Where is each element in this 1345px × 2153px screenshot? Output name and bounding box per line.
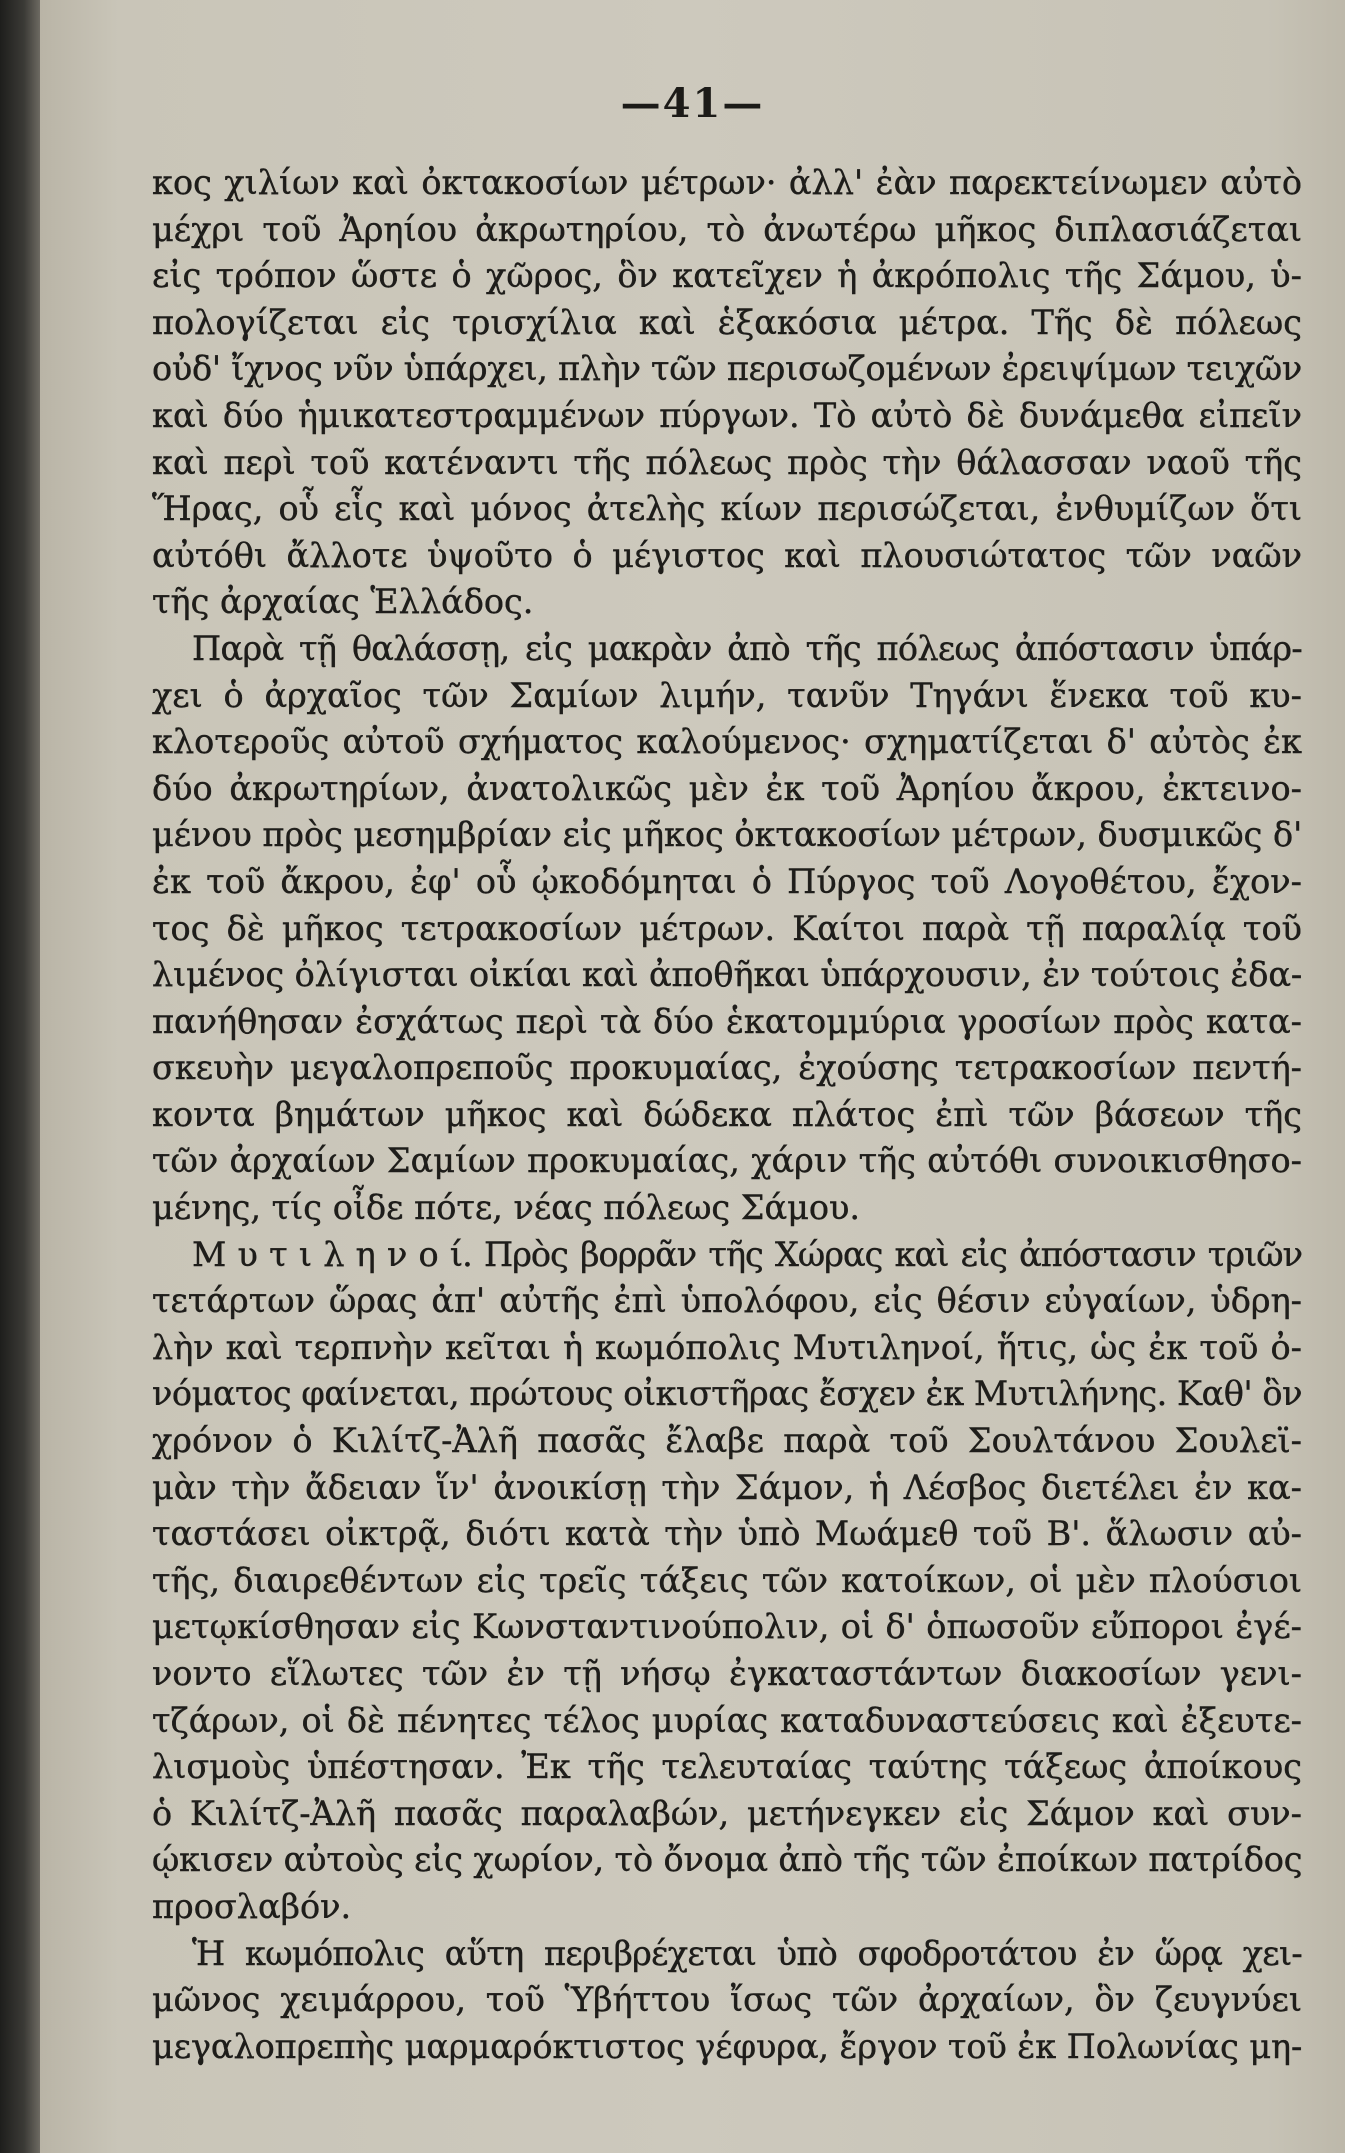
page-number: —41— — [620, 80, 765, 127]
text-line: τῆς ἀρχαίας Ἑλλάδος. — [152, 582, 534, 622]
book-spine-shadow — [0, 0, 40, 2153]
text-line: ὁ Κιλίτζ-Ἀλῆ πασᾶς παραλαβών, μετήνεγκεν εἰς Σάμον καὶ συν- — [152, 1793, 1302, 1833]
text-line: πολογίζεται εἰς τρισχίλια καὶ ἑξακόσια μέτρα. Τῆς δὲ πόλεως — [152, 302, 1302, 342]
text-line: καὶ δύο ἡμικατεστραμμένων πύργων. Τὸ αὐτὸ δὲ δυνάμεθα εἰπεῖν — [152, 395, 1302, 435]
text-line: καὶ περὶ τοῦ κατέναντι τῆς πόλεως πρὸς τὴν θάλασσαν ναοῦ τῆς — [152, 442, 1302, 482]
text-line: αὐτόθι ἄλλοτε ὑψοῦτο ὁ μέγιστος καὶ πλουσιώτατος τῶν ναῶν — [152, 535, 1302, 575]
text-line: οὐδ' ἴχνος νῦν ὑπάρχει, πλὴν τῶν περισωζομένων ἐρειψίμων τειχῶν — [152, 349, 1302, 389]
text-line: μένης, τίς οἶδε πότε, νέας πόλεως Σάμου. — [152, 1188, 861, 1228]
text-line: μετῳκίσθησαν εἰς Κωνσταντινούπολιν, οἱ δ' ὁπωσοῦν εὔποροι ἐγέ- — [152, 1607, 1302, 1647]
text-line: πανήθησαν ἐσχάτως περὶ τὰ δύο ἑκατομμύρια γροσίων πρὸς κατα- — [152, 1001, 1302, 1041]
body-text — [152, 160, 1302, 2070]
text-line: τος δὲ μῆκος τετρακοσίων μέτρων. Καίτοι παρὰ τῇ παραλίᾳ τοῦ — [152, 908, 1302, 948]
text-line: νόματος φαίνεται, πρώτους οἰκιστῆρας ἔσχεν ἐκ Μυτιλήνης. Καθ' ὃν — [152, 1374, 1303, 1414]
text-line: λὴν καὶ τερπνὴν κεῖται ἡ κωμόπολις Μυτιληνοί, ἥτις, ὡς ἐκ τοῦ ὀ- — [152, 1327, 1302, 1367]
text-line: τῆς, διαιρεθέντων εἰς τρεῖς τάξεις τῶν κατοίκων, οἱ μὲν πλούσιοι — [152, 1560, 1302, 1600]
text-line: κλοτεροῦς αὐτοῦ σχήματος καλούμενος· σχηματίζεται δ' αὐτὸς ἐκ — [152, 722, 1302, 762]
book-page — [40, 0, 1345, 2153]
text-line: μῶνος χειμάρρου, τοῦ Ὑβήττου ἴσως τῶν ἀρχαίων, ὃν ζευγνύει — [152, 1980, 1302, 2020]
text-line: εἰς τρόπον ὥστε ὁ χῶρος, ὃν κατεῖχεν ἡ ἀκρόπολις τῆς Σάμου, ὑ- — [152, 256, 1302, 296]
text-line: χρόνον ὁ Κιλίτζ-Ἀλῆ πασᾶς ἔλαβε παρὰ τοῦ Σουλτάνου Σουλεϊ- — [152, 1421, 1302, 1461]
text-line: λισμοὺς ὑπέστησαν. Ἐκ τῆς τελευταίας ταύτης τάξεως ἀποίκους — [152, 1747, 1302, 1787]
text-line: λιμένος ὀλίγισται οἰκίαι καὶ ἀποθῆκαι ὑπάρχουσιν, ἐν τούτοις ἐδα- — [152, 955, 1303, 995]
text-line: μεγαλοπρεπὴς μαρμαρόκτιστος γέφυρα, ἔργον τοῦ ἐκ Πολωνίας μη- — [152, 2026, 1303, 2066]
text-line: μὰν τὴν ἄδειαν ἵν' ἀνοικίσῃ τὴν Σάμον, ἡ Λέσβος διετέλει ἐν κα- — [152, 1467, 1302, 1507]
text-line: νοντο εἵλωτες τῶν ἐν τῇ νήσῳ ἐγκαταστάντων διακοσίων γενι- — [152, 1654, 1302, 1693]
text-line: τῶν ἀρχαίων Σαμίων προκυμαίας, χάριν τῆς αὐτόθι συνοικισθησο- — [152, 1141, 1302, 1181]
text-line: προσλαβόν. — [152, 1886, 352, 1926]
text-line: μένου πρὸς μεσημβρίαν εἰς μῆκος ὀκτακοσίων μέτρων, δυσμικῶς δ' — [152, 815, 1303, 855]
text-line: μέχρι τοῦ Ἀρηίου ἀκρωτηρίου, τὸ ἀνωτέρω μῆκος διπλασιάζεται — [152, 209, 1302, 249]
text-line: χει ὁ ἀρχαῖος τῶν Σαμίων λιμήν, τανῦν Τηγάνι ἕνεκα τοῦ κυ- — [152, 675, 1302, 715]
text-line: Παρὰ τῇ θαλάσσῃ, εἰς μακρὰν ἀπὸ τῆς πόλεως ἀπόστασιν ὑπάρ- — [192, 628, 1302, 668]
text-line: τζάρων, οἱ δὲ πένητες τέλος μυρίας καταδυναστεύσεις καὶ ἐξευτε- — [152, 1700, 1302, 1740]
text-line: Ἡ κωμόπολις αὕτη περιβρέχεται ὑπὸ σφοδροτάτου ἐν ὥρᾳ χει- — [192, 1933, 1302, 1973]
text-line: κος χιλίων καὶ ὀκτακοσίων μέτρων· ἀλλ' ἐὰν παρεκτείνωμεν αὐτὸ — [152, 163, 1302, 202]
text-line: Μ υ τ ι λ η ν ο ί. Πρὸς βορρᾶν τῆς Χώρας καὶ εἰς ἀπόστασιν τριῶν — [192, 1234, 1302, 1274]
text-line: Ἥρας, οὗ εἷς καὶ μόνος ἀτελὴς κίων περισώζεται, ἐνθυμίζων ὅτι — [152, 489, 1302, 529]
text-line: ἐκ τοῦ ἄκρου, ἐφ' οὗ ᾠκοδόμηται ὁ Πύργος τοῦ Λογοθέτου, ἔχον- — [152, 861, 1302, 901]
text-line: ῴκισεν αὐτοὺς εἰς χωρίον, τὸ ὄνομα ἀπὸ τῆς τῶν ἐποίκων πατρίδος — [152, 1840, 1303, 1880]
text-line: δύο ἀκρωτηρίων, ἀνατολικῶς μὲν ἐκ τοῦ Ἀρηίου ἄκρου, ἐκτεινο- — [152, 768, 1302, 808]
text-line: σκευὴν μεγαλοπρεποῦς προκυμαίας, ἐχούσης τετρακοσίων πεντή- — [152, 1048, 1302, 1088]
text-line: κοντα βημάτων μῆκος καὶ δώδεκα πλάτος ἐπὶ τῶν βάσεων τῆς — [152, 1094, 1302, 1134]
text-line: τετάρτων ὥρας ἀπ' αὐτῆς ἐπὶ ὑπολόφου, εἰς θέσιν εὐγαίων, ὑδρη- — [152, 1281, 1302, 1321]
text-line: ταστάσει οἰκτρᾷ, διότι κατὰ τὴν ὑπὸ Μωάμεθ τοῦ Β'. ἅλωσιν αὐ- — [152, 1514, 1302, 1554]
